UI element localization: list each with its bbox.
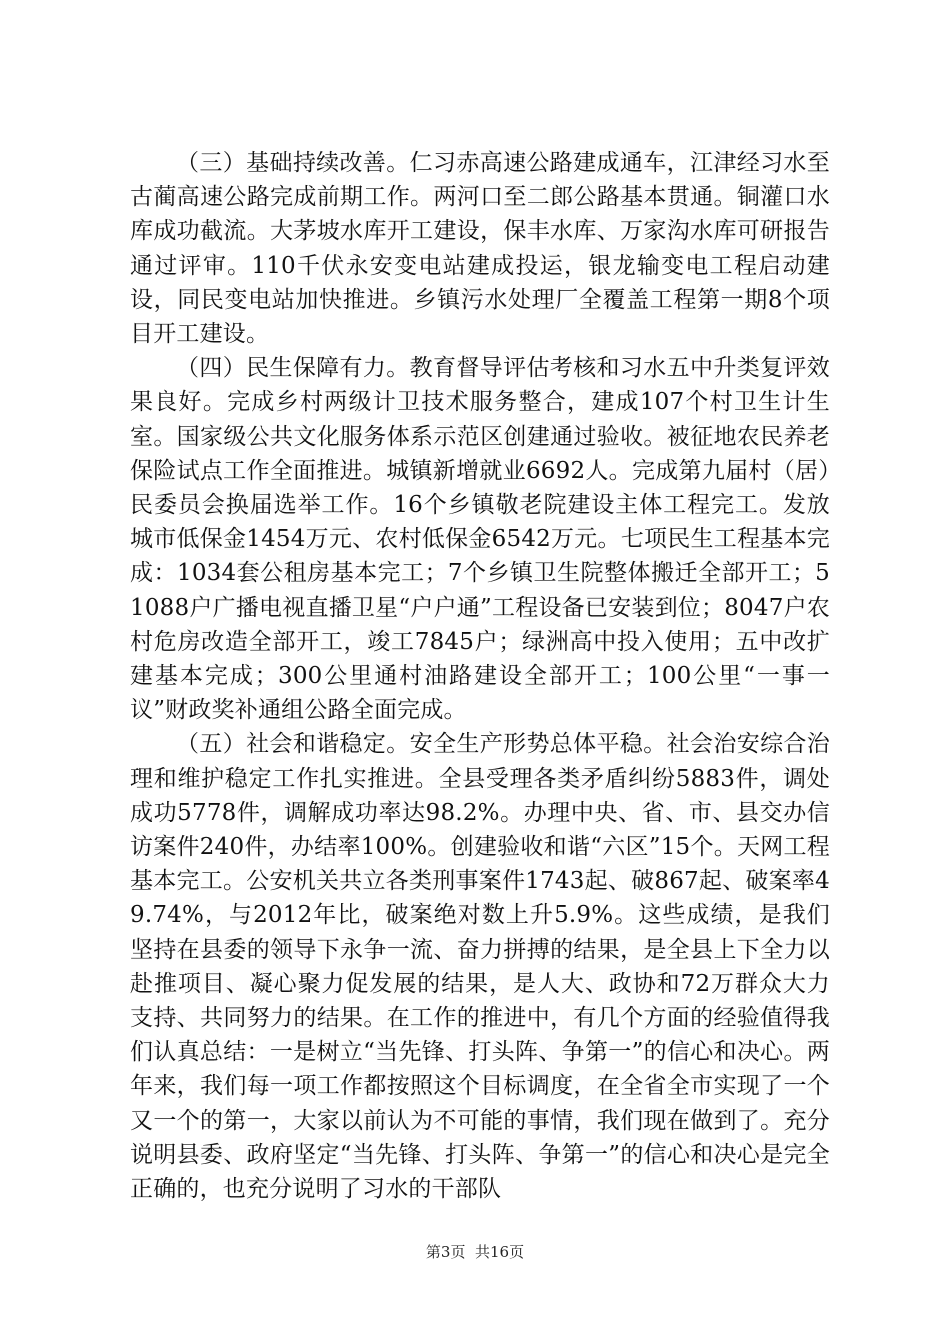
paragraph-social-stability: （五）社会和谐稳定。安全生产形势总体平稳。社会治安综合治理和维护稳定工作扎实推进。全县受理各类矛盾纠纷5883件，调处成功5778件，调解成功率达98.2%。办理中央、省、市、县交办信访案件240件，办结率100%。创建验收和谐“六区”15个。天网工程基本完工。公安机关共立各类刑事案件1743起、破867起、破案率49.74%，与2012年比，破案绝对数上升5.9%。这些成绩，是我们坚持在县委的领导下永争一流、奋力拼搏的结果，是全县上下全力以赴推项目、凝心聚力促发展的结果，是人大、政协和72万群众大力支持、共同努力的结果。在工作的推进中，有几个方面的经验值得我们认真总结：一是树立“当先锋、打头阵、争第一”的信心和决心。两年来，我们每一项工作都按照这个目标调度，在全省全市实现了一个又一个的第一，大家以前认为不可能的事情，我们现在做到了。充分说明县委、政府坚定“当先锋、打头阵、争第一”的信心和决心是完全正确的，也充分说明了习水的干部队 <box>130 731 830 1203</box>
paragraph-livelihood: （四）民生保障有力。教育督导评估考核和习水五中升类复评效果良好。完成乡村两级计卫技术服务整合，建成107个村卫生计生室。国家级公共文化服务体系示范区创建通过验收。被征地农民养老保险试点工作全面推进。城镇新增就业6692人。完成第九届村（居）民委员会换届选举工作。16个乡镇敬老院建设主体工程完工。发放城市低保金1454万元、农村低保金6542万元。七项民生工程基本完成：1034套公租房基本完工；7个乡镇卫生院整体搬迁全部开工；51088户广播电视直播卫星“户户通”工程设备已安装到位；8047户农村危房改造全部开工，竣工7845户；绿洲高中投入使用；五中改扩建基本完成；300公里通村油路建设全部开工；100公里“一事一议”财政奖补通组公路全面完成。 <box>130 355 830 724</box>
paragraph-infrastructure: （三）基础持续改善。仁习赤高速公路建成通车，江津经习水至古蔺高速公路完成前期工作。两河口至二郎公路基本贯通。铜灌口水库成功截流。大茅坡水库开工建设，保丰水库、万家沟水库可研报告通过评审。110千伏永安变电站建成投运，银龙输变电工程启动建设，同民变电站加快推进。乡镇污水处理厂全覆盖工程第一期8个项目开工建设。 <box>130 150 830 348</box>
page-footer <box>0 1242 950 1262</box>
body-text <box>130 146 830 1206</box>
page-number: 第3页 共16页 <box>425 1243 525 1261</box>
